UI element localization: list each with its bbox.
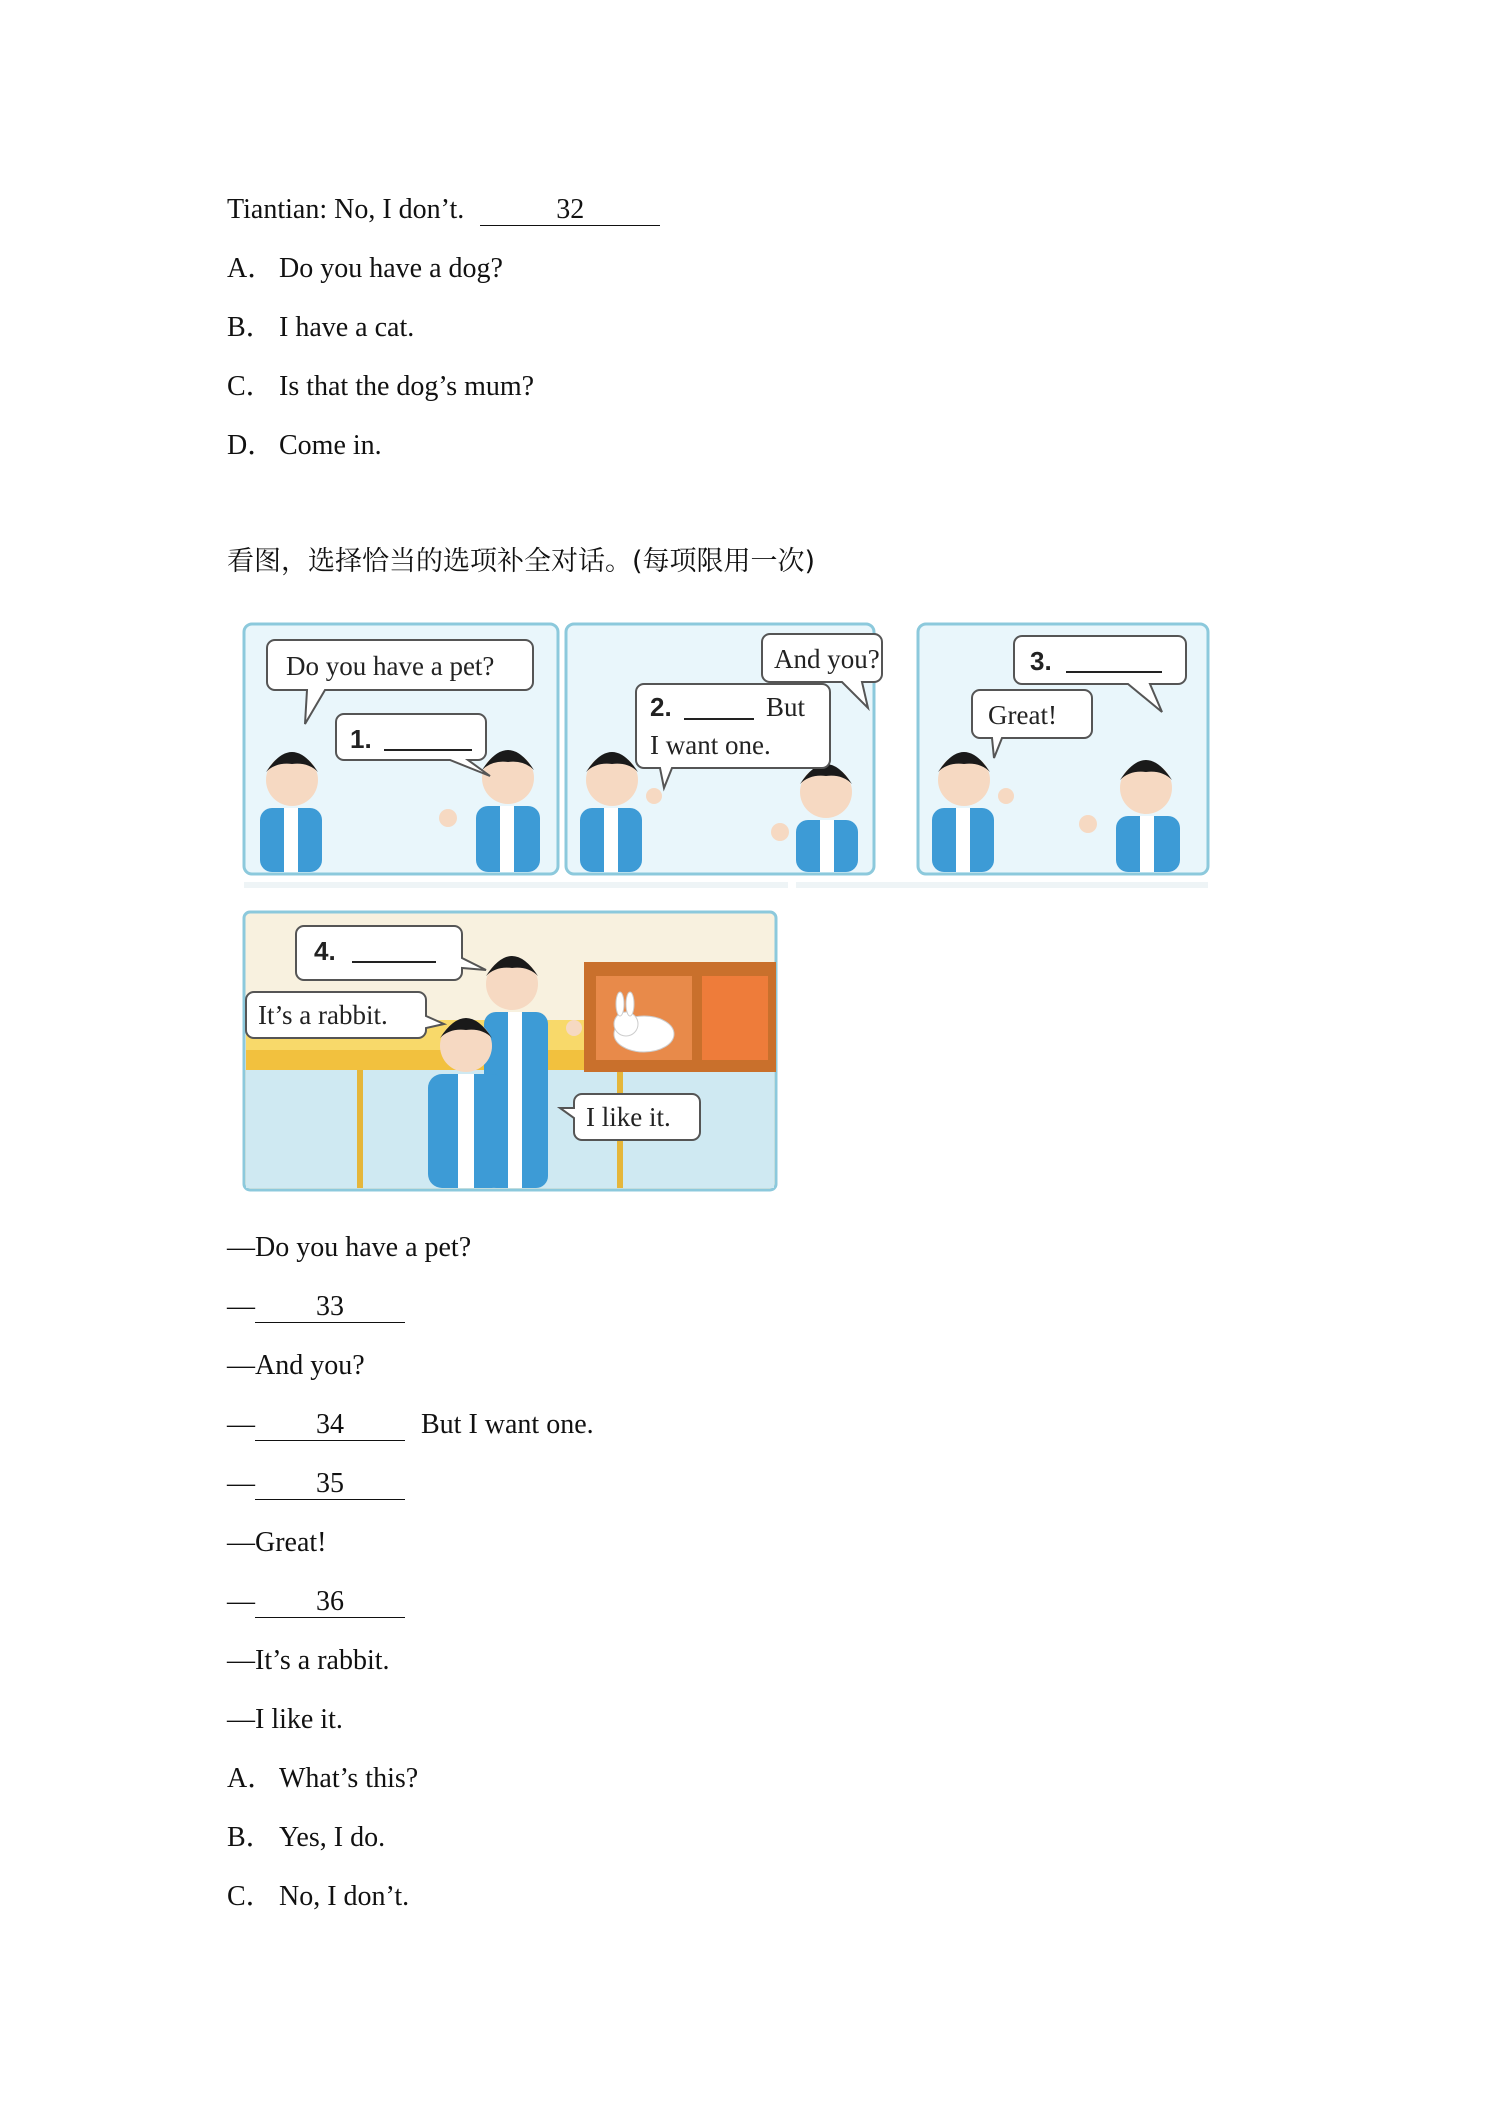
option-text: No, I don’t. (279, 1881, 410, 1912)
bubble-text: I like it. (586, 1102, 671, 1132)
dialogue-text: It’s a rabbit. (255, 1645, 390, 1676)
option-text: Is that the dog’s mum? (279, 371, 535, 402)
option-letter: C． (227, 1881, 274, 1912)
bubble-text: Great! (988, 700, 1057, 730)
q32-option-b (227, 311, 414, 345)
option-letter: B． (227, 312, 274, 343)
bubble-text: I want one. (650, 730, 771, 760)
dialogue-text: I like it. (255, 1704, 343, 1735)
answer-blank-35[interactable]: 35 (255, 1469, 405, 1500)
bubble-number: 4. (314, 936, 336, 966)
option-text: Come in. (279, 430, 382, 461)
dialogue-line-9 (227, 1703, 343, 1737)
bubble-text: And you? (774, 644, 880, 674)
answer-blank-34[interactable]: 34 (255, 1410, 405, 1441)
comic-strip (240, 620, 1212, 1200)
dialogue-dash: — (227, 1409, 255, 1440)
dialogue-dash: — (227, 1645, 255, 1676)
option-text: What’s this? (279, 1763, 419, 1794)
dialogue-dash: — (227, 1350, 255, 1381)
q32-option-d (227, 429, 382, 463)
dialogue-line-1 (227, 1231, 471, 1265)
q32-blank[interactable]: 32 (480, 195, 660, 226)
answer-option-a (227, 1762, 418, 1796)
dialogue-line-6 (227, 1526, 327, 1560)
bubble-number: 2. (650, 692, 672, 722)
option-letter: D． (227, 430, 276, 461)
option-letter: A． (227, 1763, 276, 1794)
dialogue-dash: — (227, 1586, 255, 1617)
answer-option-b (227, 1821, 385, 1855)
option-letter: B． (227, 1822, 274, 1853)
dialogue-line-3 (227, 1349, 365, 1383)
option-text: Yes, I do. (279, 1822, 386, 1853)
bubble-number: 1. (350, 724, 372, 754)
q32-option-c (227, 370, 534, 404)
option-letter: C． (227, 371, 274, 402)
bubble-text: Do you have a pet? (286, 651, 495, 681)
bubble-text: It’s a rabbit. (258, 1000, 388, 1030)
comic-panel-3 (918, 624, 1208, 874)
q32-prefix: Tiantian: No, I don’t. (227, 194, 465, 225)
dialogue-dash: — (227, 1704, 255, 1735)
dialogue-line-7 (227, 1585, 405, 1619)
boy-figure (260, 752, 322, 872)
answer-option-c (227, 1880, 409, 1914)
dialogue-line-4 (227, 1408, 594, 1442)
dialogue-text: But I want one. (421, 1409, 594, 1440)
dialogue-line-2 (227, 1290, 405, 1324)
option-text: Do you have a dog? (279, 253, 503, 284)
dialogue-dash: — (227, 1232, 255, 1263)
answer-blank-33[interactable]: 33 (255, 1292, 405, 1323)
comic-panel-4 (244, 912, 776, 1190)
comic-panel-1 (244, 624, 558, 874)
section-instruction: 看图，选择恰当的选项补全对话。(每项限用一次) (227, 546, 816, 577)
dialogue-line-8 (227, 1644, 390, 1678)
dialogue-dash: — (227, 1468, 255, 1499)
bubble-text: But (766, 692, 806, 722)
q32-line (227, 193, 660, 227)
dialogue-text: And you? (255, 1350, 365, 1381)
dialogue-text: Do you have a pet? (255, 1232, 472, 1263)
dialogue-line-5 (227, 1467, 405, 1501)
option-text: I have a cat. (279, 312, 415, 343)
option-letter: A． (227, 253, 276, 284)
answer-blank-36[interactable]: 36 (255, 1587, 405, 1618)
dialogue-dash: — (227, 1291, 255, 1322)
q32-option-a (227, 252, 503, 286)
dialogue-dash: — (227, 1527, 255, 1558)
dialogue-text: Great! (255, 1527, 327, 1558)
comic-panel-2 (566, 624, 882, 874)
bubble-number: 3. (1030, 646, 1052, 676)
